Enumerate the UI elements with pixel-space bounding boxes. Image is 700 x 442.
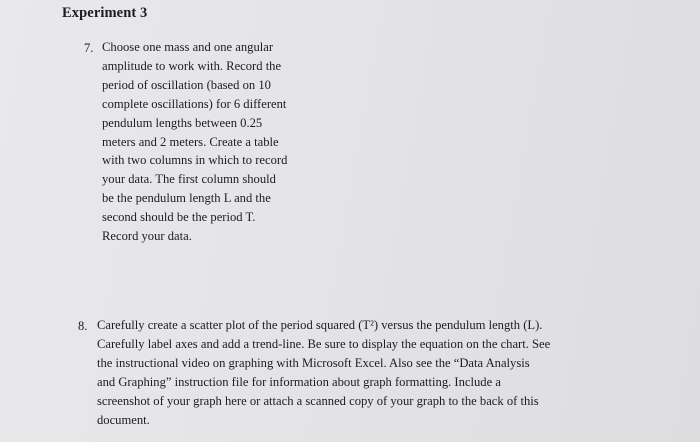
text-line: document.	[97, 412, 150, 427]
item-text	[102, 38, 287, 246]
item-number: 7.	[84, 41, 94, 55]
text-line: pendulum lengths between 0.25	[102, 115, 263, 130]
text-line: Carefully label axes and add a trend-line. Be sure to display the equation on the chart. See	[97, 336, 551, 351]
text-line: be the pendulum length L and the	[102, 191, 271, 206]
text-line: Record your data.	[102, 229, 192, 244]
text-line: second should be the period T.	[102, 210, 256, 225]
text-line: meters and 2 meters. Create a table	[102, 134, 279, 149]
text-line: Choose one mass and one angular	[102, 40, 274, 54]
text-line: screenshot of your graph here or attach a scanned copy of your graph to the back of this	[97, 393, 539, 408]
text-line: period of oscillation (based on 10	[102, 77, 271, 92]
text-line: Carefully create a scatter plot of the period squared (T²) versus the pendulum length (L).	[97, 318, 543, 332]
item-number: 8.	[78, 319, 88, 333]
text-line: amplitude to work with. Record the	[102, 58, 282, 73]
text-line: the instructional video on graphing with Microsoft Excel. Also see the “Data Analysis	[97, 355, 530, 370]
text-line: complete oscillations) for 6 different	[102, 96, 287, 111]
text-line: and Graphing” instruction file for information about graph formatting. Include a	[97, 374, 501, 389]
item-text	[97, 316, 550, 429]
text-line: your data. The first column should	[102, 172, 276, 187]
text-line: with two columns in which to record	[102, 153, 288, 168]
section-title: Experiment 3	[62, 5, 148, 21]
